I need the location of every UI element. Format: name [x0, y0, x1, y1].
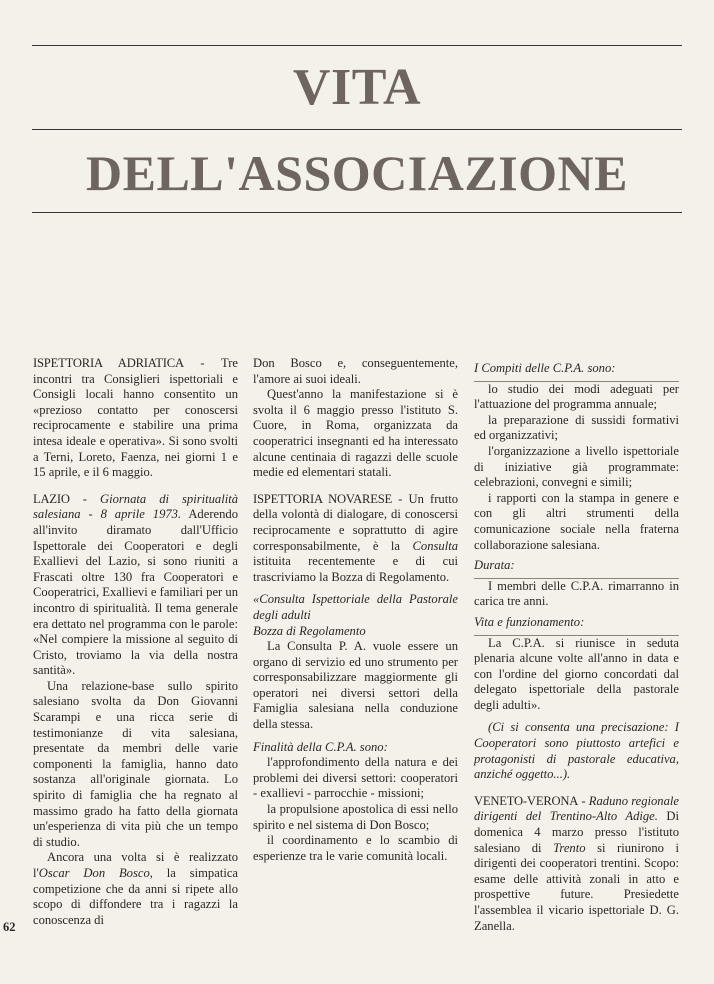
paragraph-oscar: Ancora una volta si è realizzato l'Oscar Don Bosco, la simpatica competizione che da anni si ripete allo scopo di diffondere tra i ragazzi la conoscenza di: [33, 850, 238, 927]
paragraph-rapporti: i rapporti con la stampa in genere e con gli altri strumenti della comunicazione sociale nella fraterna collaborazione salesiana.: [474, 490, 679, 552]
column-2: [253, 356, 458, 864]
section-heading-veneto: VENETO-VERONA: [474, 793, 579, 808]
paragraph-manifestazione: Quest'anno la manifestazione si è svolta il 6 maggio presso l'istituto S. Cuore, in Roma, organizzata da cooperatrici insegnanti ed ha interessato alcune centinaia di ragazzi delle scuole medie ed elementari statali.: [253, 387, 458, 480]
paragraph-compiti: I Compiti delle C.P.A. sono:: [474, 361, 679, 382]
paragraph-studio: lo studio dei modi adeguati per l'attuazione del programma annuale;: [474, 381, 679, 412]
paragraph-propulsione: la propulsione apostolica di essi nello spirito e nel sistema di Don Bosco;: [253, 802, 458, 832]
paragraph-approfondimento: l'approfondimento della natura e dei problemi dei diversi settori: cooperatori - exallievi - parrocchie - missioni;: [253, 755, 458, 801]
paragraph-vita: Vita e funzionamento:: [474, 615, 679, 636]
paragraph-durata: Durata:: [474, 558, 679, 579]
paragraph-membri: I membri delle C.P.A. rimarranno in carica tre anni.: [474, 578, 679, 609]
paragraph-novarese: ISPETTORIA NOVARESE - Un frutto della volontà di dialogare, di conoscersi reciprocamente e soprattutto di agire corresponsabilmente, è la Consulta istituita recentemente e di cui trascriviamo la Bozza di Regolamento.: [253, 491, 458, 584]
paragraph-bozza: Bozza di Regolamento: [253, 623, 366, 638]
paragraph-veneto: VENETO-VERONA - Raduno regionale dirigenti del Trentino-Alto Adige. Di domenica 4 marzo presso l'istituto salesiano di Trento si riunirono i dirigenti dei cooperatori trentini. Scopo: esame delle attività zonali in atto e prospettive future. Presiedette l'assemblea il vicario ispettoriale D. G. Zanella.: [474, 793, 679, 933]
paragraph-precisazione: (Ci si consenta una precisazione: I Cooperatori sono piuttosto artefici e protagonisti di pastorale educativa, anziché oggetto...).: [474, 720, 679, 782]
paragraph-don-bosco: Don Bosco e, conseguentemente, l'amore ai suoi ideali.: [253, 356, 458, 386]
column-1: [33, 356, 238, 928]
section-heading-lazio: LAZIO: [33, 491, 70, 506]
paragraph-relazione: Una relazione-base sullo spirito salesiano svolta da Don Giovanni Scarampi e una ricca serie di testimonianze di vita salesiana, presentate da membri delle varie componenti la famiglia, hanno dato sostanza all'originale giornata. Lo spirito di famiglia che ha regnato al massimo grado ha fatto della giornata un'esperienza di vita più che un tempo di studio.: [33, 678, 238, 849]
paragraph-coordinamento: il coordinamento e lo scambio di esperienze tra le varie comunità locali.: [253, 833, 458, 863]
paragraph-preparazione: la preparazione di sussidi formativi ed organizzativi;: [474, 412, 679, 443]
title-line-2: DELL'ASSOCIAZIONE: [86, 145, 628, 201]
page-number: 62: [3, 920, 16, 934]
paragraph-finalita: Finalità della C.P.A. sono:: [253, 739, 388, 754]
bottom-rule: [32, 212, 682, 213]
paragraph-adriatica: ISPETTORIA ADRIATICA - Tre incontri tra Consiglieri ispettoriali e Consigli locali hanno consentito un «prezioso contatto per conoscersi reciprocamente e stabilire una prima intesa ideale e operativa». Si sono svolti a Terni, Loreto, Faenza, nei giorni 1 e 15 aprile, e il 6 maggio.: [33, 356, 238, 480]
top-rule: [32, 45, 682, 46]
paragraph-organizzazione: l'organizzazione a livello ispettoriale di iniziative già programmate: celebrazioni, convegni e simili;: [474, 443, 679, 490]
paragraph-organo: La Consulta P. A. vuole essere un organo di servizio ed uno strumento per corresponsabilizzare maggiormente gli operatori nei diversi settori della Famiglia salesiana nella conduzione della stessa.: [253, 639, 458, 732]
paragraph-lazio: LAZIO - Giornata di spiritualità salesiana - 8 aprile 1973. Aderendo all'invito diramato dall'Ufficio Ispettorale dei Cooperatori e degli Exallievi del Lazio, si sono riuniti a Frascati oltre 130 fra Cooperatori e Cooperatrici, Exallievi e familiari per un incontro di spiritualità. Il tema generale era dettato nel programma con le parole: «Nel compiere la missione al seguito di Cristo, troviamo la via della nostra santità».: [33, 491, 238, 678]
paragraph-seduta: La C.P.A. si riunisce in seduta plenaria alcune volte all'anno in data e con l'ordine del giorno concordati dal delegato ispettoriale della pastorale degli adulti».: [474, 635, 679, 712]
column-3: [474, 356, 679, 934]
section-heading-adriatica: ISPETTORIA ADRIATICA: [33, 356, 184, 370]
title-line-1: VITA: [292, 59, 422, 116]
section-heading-novarese: ISPETTORIA NOVARESE: [253, 491, 393, 506]
paragraph-consulta-title: «Consulta Ispettoriale della Pastorale degli adulti: [253, 592, 458, 622]
middle-rule: [32, 129, 682, 130]
